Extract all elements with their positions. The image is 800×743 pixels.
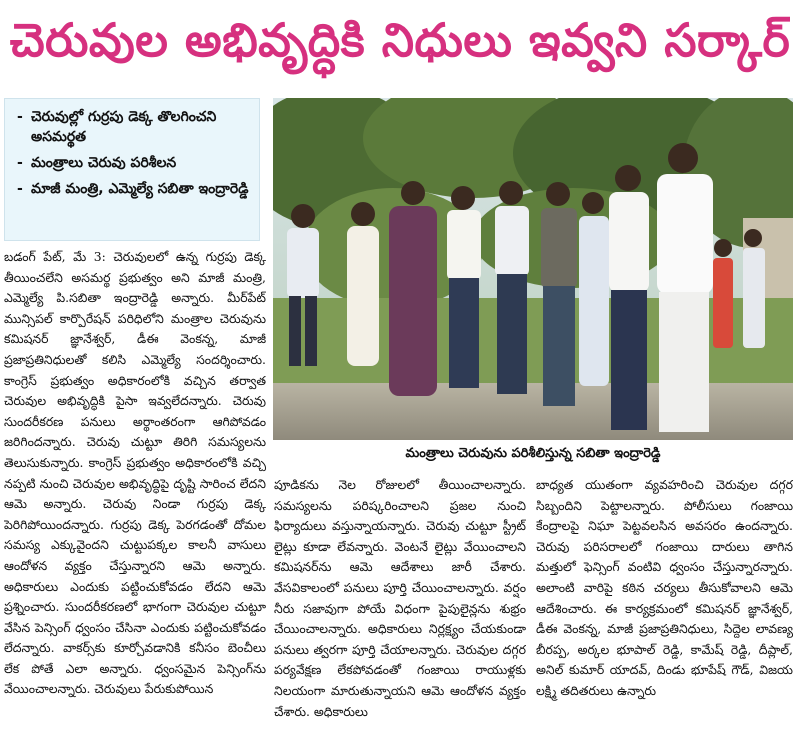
article-text: పూడికను నెల రోజులలో తీయించాలన్నారు. సమస్యలను పరిష్కరించాలని ప్రజల నుంచి ఫిర్యాదులు వస్తున్నాయన్నారు. చెరువు చుట్టూ స్ట్రీట్ లైట్లు కూడా లేవన్నారు. వెంటనే లైట్లు వేయించాలని కమిషనర్‌ను ఆమె ఆదేశాలు జారీ చేశారు. వేసవికాలంలో పనులు పూర్తి చేయించాలన్నారు. వర్షం నీరు సజావుగా పోయే విధంగా పైపులైన్లను శుభ్రం చేయించాలన్నారు. అధికారులు నిర్లక్ష్యం చేయకుండా పనులు త్వరగా పూర్తి చేయాలన్నారు. చెరువుల దగ్గర పర్యవేక్షణ లేకపోవడంతో గంజాయి రాయుళ్లకు నిలయంగా మారుతున్నాయని ఆమె ఆందోళన వ్యక్తం చేశారు. అధికారులు xyxy=(274,477,526,719)
highlights-box xyxy=(4,98,260,241)
article-column-3 xyxy=(536,475,793,741)
photo-illustration xyxy=(273,98,793,440)
news-photo xyxy=(273,98,793,440)
headline: చెరువుల అభివృద్ధికి నిధులు ఇవ్వని సర్కార్ xyxy=(9,13,791,67)
article-text: బడంగ్ పేట్, మే 3: చెరువులలో ఉన్న గుర్రపు డెక్క తీయించలేని అసమర్థ ప్రభుత్వం అని మాజీ మంత్రి, ఎమ్మెల్యే పి.సబితా ఇంద్రారెడ్డి అన్నారు. మీర్‌పేట్ మున్సిపల్ కార్పొరేషన్ పరిధిలోని మంత్రాల చెరువును కమిషనర్ జ్ఞానేశ్వర్, డీఈ వెంకన్న, మాజీ ప్రజాప్రతినిధులతో కలిసి ఎమ్మెల్యే సందర్శించారు. కాంగ్రెస్ ప్రభుత్వం అధికారంలోకి వచ్చిన తర్వాత చెరువుల అభివృద్ధికి పైసా ఇవ్వలేదన్నారు. చెరువు సుందరీకరణ పనులు అర్థాంతరంగా ఆగిపోవడం జరిగిందన్నారు. చెరువు చుట్టూ తిరిగి సమస్యలను తెలుసుకున్నారు. కాంగ్రెస్ ప్రభుత్వం అధికారంలోకి వచ్చి నప్పటి నుంచి చెరువుల అభివృద్ధిపై దృష్టి సారించ లేదని ఆమె అన్నారు. చెరువు నిండా గుర్రపు డెక్క పెరిగిపోయిందన్నారు. గుర్రపు డెక్క పెరగడంతో దోమల సమస్య ఎక్కువైందని చుట్టుపక్కల కాలనీ వాసులు ఆందోళన వ్యక్తం చేస్తున్నారని ఆమె అన్నారు. అధికారులు ఎందుకు పట్టించుకోవడం లేదని ఆమె ప్రశ్నించారు. సుందరీకరణలో భాగంగా చెరువుల చుట్టూ వేసిన పెన్సింగ్ ధ్వంసం చేసినా ఎందుకు పట్టించుకోవడం లేదన్నారు. వాకర్స్‌కు కూర్చోవడానికి కనీసం బెంచీలు లేక పోతే ఎలా అన్నారు. ధ్వంసమైన పెన్సింగ్‌ను వేయించాలన్నారు. చెరువులు పేరుకుపోయిన xyxy=(4,249,266,697)
highlight-item: - చెరువుల్లో గుర్రపు డెక్క తొలగించని అసమర్థత xyxy=(15,107,249,147)
highlight-item: - మంత్రాలు చెరువు పరిశీలన xyxy=(15,153,249,173)
article-text: బాధ్యత యుతంగా వ్యవహరించి చెరువుల దగ్గర సిబ్బందిని పెట్టాలన్నారు. పోలీసులు గంజాయి కేంద్రాలపై నిఘా పెట్టవలసిన అవసరం ఉందన్నారు. చెరువు పరిసరాలలో గంజాయి దారులు తాగిన మత్తులో ఫెన్సింగ్ వంటివి ధ్వంసం చేస్తున్నారన్నారు. అలాంటి వారిపై కఠిన చర్యలు తీసుకోవాలని ఆమె ఆదేశించారు. ఈ కార్యక్రమంలో కమిషనర్ జ్ఞానేశ్వర్, డీఈ వెంకన్న, మాజీ ప్రజాప్రతినిధులు, సిద్దెల లావణ్య బీరప్ప, అర్కల భూపాల్ రెడ్డి, కామేష్ రెడ్డి, దీప్లాల్, అనిల్ కుమార్ యాదవ్, దిండు భూపేష్ గౌడ్, విజయ లక్ష్మి తదితరులు ఉన్నారు xyxy=(536,477,793,698)
highlight-item: - మాజీ మంత్రి, ఎమ్మెల్యే సబితా ఇంద్రారెడ్డి xyxy=(15,179,249,199)
article-column-2 xyxy=(274,475,526,741)
article-column-1 xyxy=(4,247,266,741)
photo-caption: మంత్రాలు చెరువును పరిశీలిస్తున్న సబితా ఇంద్రారెడ్డి xyxy=(405,446,661,461)
